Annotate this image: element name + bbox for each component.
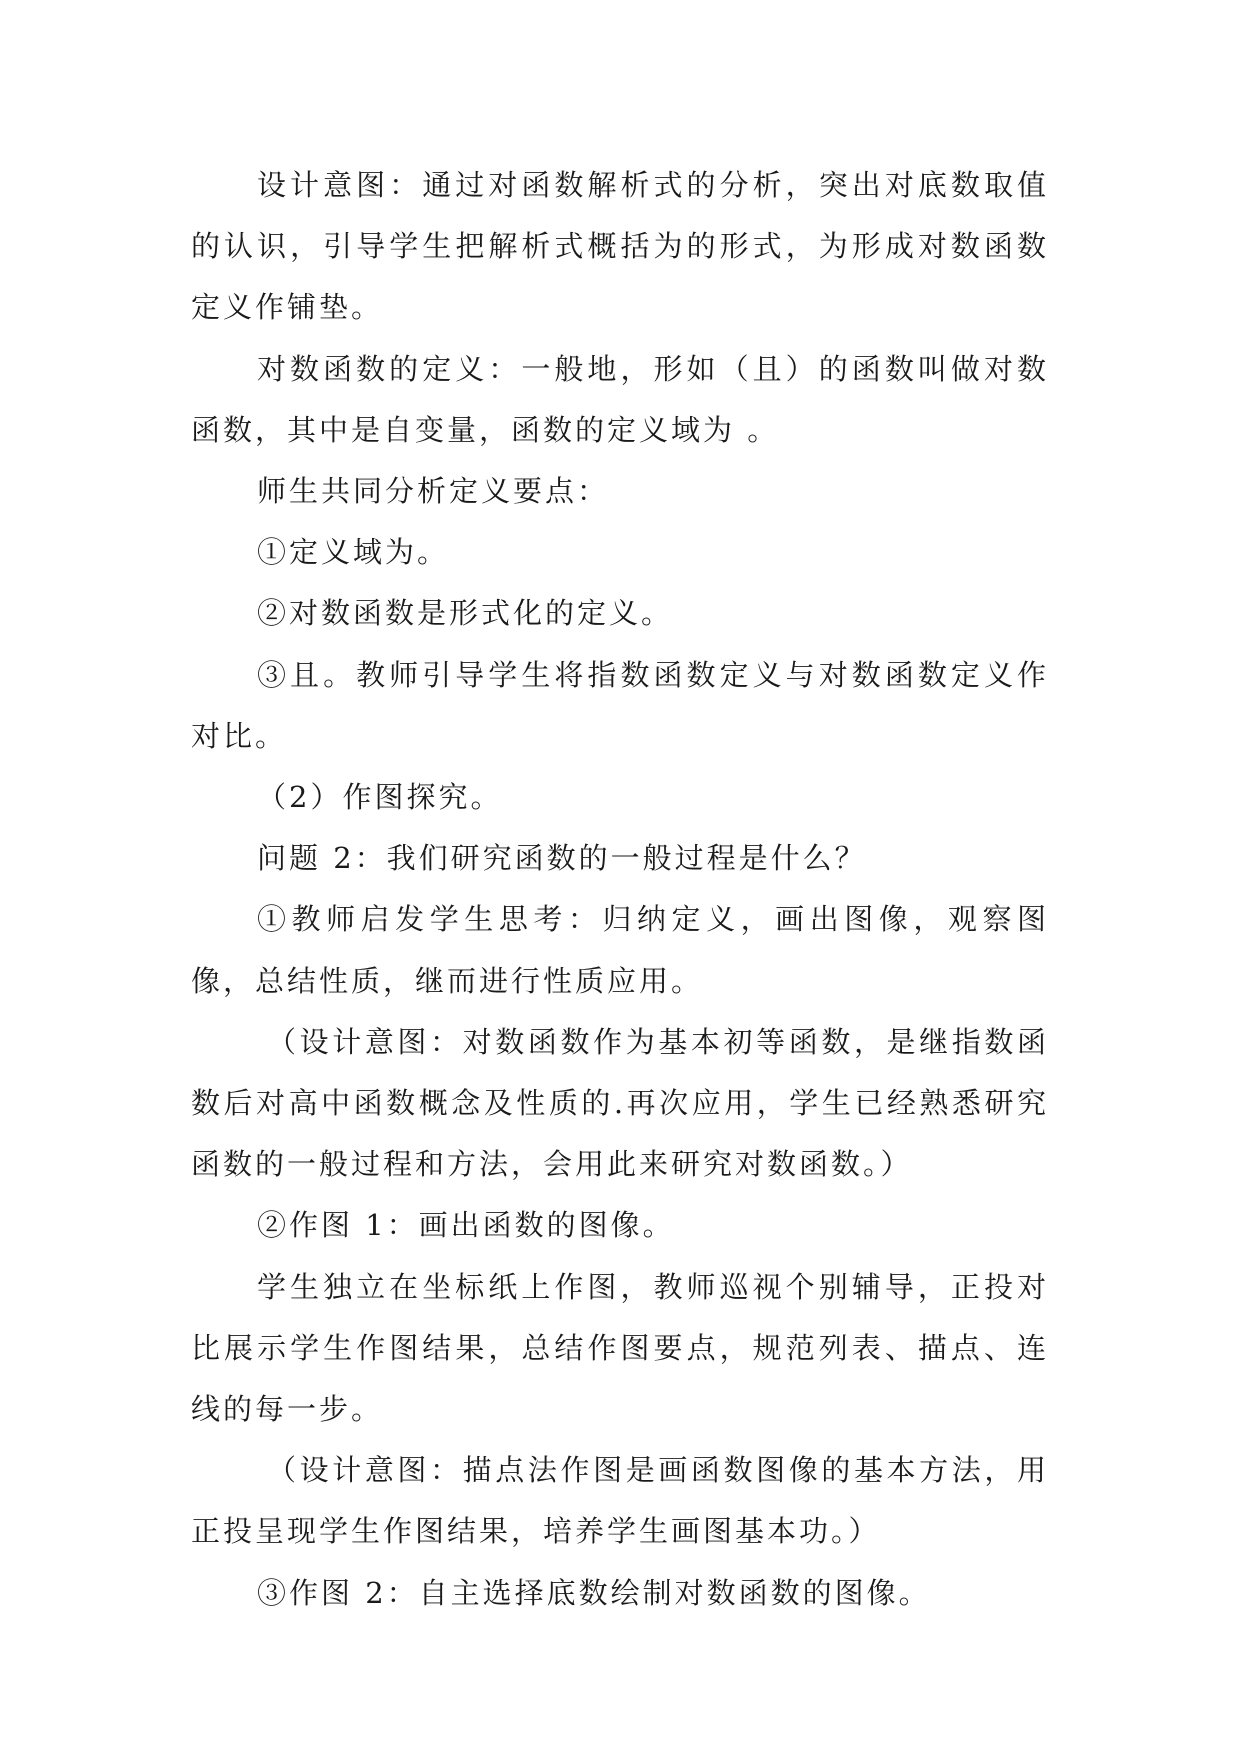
paragraph-design-intent-2: （设计意图：对数函数作为基本初等函数，是继指数函数后对高中函数概念及性质的.再次应用，学生已经熟悉研究函数的一般过程和方法，会用此来研究对数函数。） xyxy=(191,1024,1049,1182)
paragraph-teacher-guidance: ①教师启发学生思考：归纳定义，画出图像，观察图像，总结性质，继而进行性质应用。 xyxy=(191,902,1049,998)
paragraph-log-function-definition: 对数函数的定义：一般地，形如（且）的函数叫做对数函数，其中是自变量，函数的定义域为 。 xyxy=(191,351,1049,447)
paragraph-student-plotting: 学生独立在坐标纸上作图，教师巡视个别辅导，正投对比展示学生作图结果，总结作图要点，规范列表、描点、连线的每一步。 xyxy=(191,1269,1049,1427)
document-body xyxy=(191,155,1049,1624)
paragraph-graph-task-1: ②作图 1：画出函数的图像。 xyxy=(257,1208,675,1243)
paragraph-point-2: ②对数函数是形式化的定义。 xyxy=(257,596,674,631)
paragraph-question-2: 问题 2：我们研究函数的一般过程是什么？ xyxy=(257,841,867,876)
paragraph-graph-task-2: ③作图 2：自主选择底数绘制对数函数的图像。 xyxy=(257,1575,931,1610)
paragraph-design-intent-3: （设计意图：描点法作图是画函数图像的基本方法，用正投呈现学生作图结果，培养学生画图基本功。） xyxy=(191,1453,1049,1549)
paragraph-point-1: ①定义域为。 xyxy=(257,535,450,570)
section-heading-graph-exploration: （2）作图探究。 xyxy=(257,780,503,815)
paragraph-design-intent-1: 设计意图：通过对函数解析式的分析，突出对底数取值的认识，引导学生把解析式概括为的形式，为形成对数函数定义作铺垫。 xyxy=(191,168,1049,325)
paragraph-point-3: ③且。教师引导学生将指数函数定义与对数函数定义作对比。 xyxy=(191,657,1049,753)
paragraph-joint-analysis: 师生共同分析定义要点： xyxy=(257,474,610,509)
